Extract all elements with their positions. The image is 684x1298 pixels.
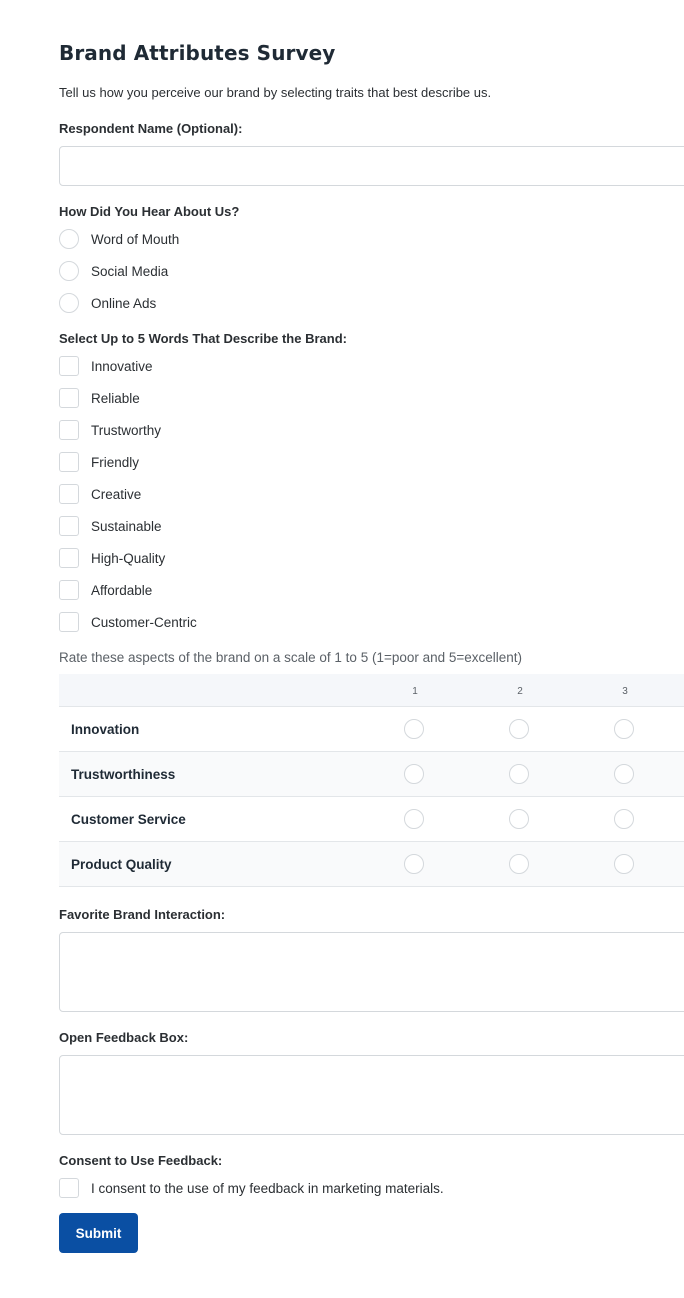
rating-radio-2[interactable]: [509, 809, 529, 829]
heard-option-online-ads[interactable]: [59, 293, 156, 313]
word-option-friendly[interactable]: [59, 452, 139, 472]
checkbox[interactable]: [59, 548, 79, 568]
consent-label: Consent to Use Feedback:: [59, 1153, 223, 1168]
rating-radio-3[interactable]: [614, 809, 634, 829]
rating-radio-3[interactable]: [614, 719, 634, 739]
rating-row-label: Customer Service: [71, 812, 186, 827]
checkbox[interactable]: [59, 516, 79, 536]
rating-radio-1[interactable]: [404, 764, 424, 784]
checkbox[interactable]: [59, 388, 79, 408]
word-option-reliable[interactable]: [59, 388, 140, 408]
rating-radio-2[interactable]: [509, 854, 529, 874]
respondent-name-input[interactable]: [59, 146, 684, 186]
checkbox[interactable]: [59, 420, 79, 440]
rating-column-1: 1: [412, 686, 418, 697]
word-option-affordable[interactable]: [59, 580, 152, 600]
rating-caption: Rate these aspects of the brand on a scale of 1 to 5 (1=poor and 5=excellent): [59, 650, 523, 665]
heard-about-label: How Did You Hear About Us?: [59, 204, 240, 219]
option-label: Affordable: [91, 582, 153, 598]
checkbox[interactable]: [59, 612, 79, 632]
rating-radio-1[interactable]: [404, 854, 424, 874]
rating-column-2: 2: [517, 686, 523, 697]
option-label: Word of Mouth: [91, 231, 180, 247]
option-label: Sustainable: [91, 518, 162, 534]
rating-header-row: [59, 674, 684, 707]
option-label: Online Ads: [91, 295, 157, 311]
heard-option-social-media[interactable]: [59, 261, 168, 281]
consent-option[interactable]: [59, 1178, 444, 1198]
option-label: Trustworthy: [91, 422, 162, 438]
page-title: Brand Attributes Survey: [59, 41, 336, 65]
word-option-innovative[interactable]: [59, 356, 153, 376]
checkbox[interactable]: [59, 484, 79, 504]
rating-column-3: 3: [622, 686, 628, 697]
radio-button[interactable]: [59, 293, 79, 313]
favorite-interaction-textarea[interactable]: [59, 932, 684, 1012]
checkbox[interactable]: [59, 356, 79, 376]
rating-row-product-quality: [59, 842, 684, 887]
word-option-trustworthy[interactable]: [59, 420, 161, 440]
open-feedback-label: Open Feedback Box:: [59, 1030, 189, 1045]
rating-row-label: Innovation: [71, 722, 140, 737]
favorite-interaction-label: Favorite Brand Interaction:: [59, 907, 226, 922]
option-label: Creative: [91, 486, 142, 502]
rating-radio-3[interactable]: [614, 764, 634, 784]
rating-row-label: Product Quality: [71, 857, 172, 872]
option-label: High-Quality: [91, 550, 166, 566]
respondent-name-label: Respondent Name (Optional):: [59, 121, 243, 136]
heard-option-word-of-mouth[interactable]: [59, 229, 179, 249]
radio-button[interactable]: [59, 229, 79, 249]
word-option-creative[interactable]: [59, 484, 141, 504]
rating-row-customer-service: [59, 797, 684, 842]
rating-row-label: Trustworthiness: [71, 767, 176, 782]
word-option-customer-centric[interactable]: [59, 612, 197, 632]
rating-radio-2[interactable]: [509, 719, 529, 739]
option-label: Customer-Centric: [91, 614, 197, 630]
option-label: Reliable: [91, 390, 140, 406]
consent-checkbox[interactable]: [59, 1178, 79, 1198]
checkbox[interactable]: [59, 580, 79, 600]
word-option-sustainable[interactable]: [59, 516, 162, 536]
checkbox[interactable]: [59, 452, 79, 472]
consent-option-label: I consent to the use of my feedback in marketing materials.: [91, 1180, 444, 1196]
rating-radio-3[interactable]: [614, 854, 634, 874]
open-feedback-textarea[interactable]: [59, 1055, 684, 1135]
radio-button[interactable]: [59, 261, 79, 281]
submit-button[interactable]: Submit: [59, 1213, 138, 1253]
option-label: Innovative: [91, 358, 153, 374]
word-option-high-quality[interactable]: [59, 548, 165, 568]
rating-matrix: [59, 674, 684, 887]
rating-radio-2[interactable]: [509, 764, 529, 784]
rating-radio-1[interactable]: [404, 809, 424, 829]
option-label: Friendly: [91, 454, 140, 470]
rating-row-trustworthiness: [59, 752, 684, 797]
describe-words-label: Select Up to 5 Words That Describe the Brand:: [59, 331, 347, 346]
option-label: Social Media: [91, 263, 169, 279]
rating-row-innovation: [59, 707, 684, 752]
rating-radio-1[interactable]: [404, 719, 424, 739]
survey-description: Tell us how you perceive our brand by selecting traits that best describe us.: [59, 85, 492, 100]
